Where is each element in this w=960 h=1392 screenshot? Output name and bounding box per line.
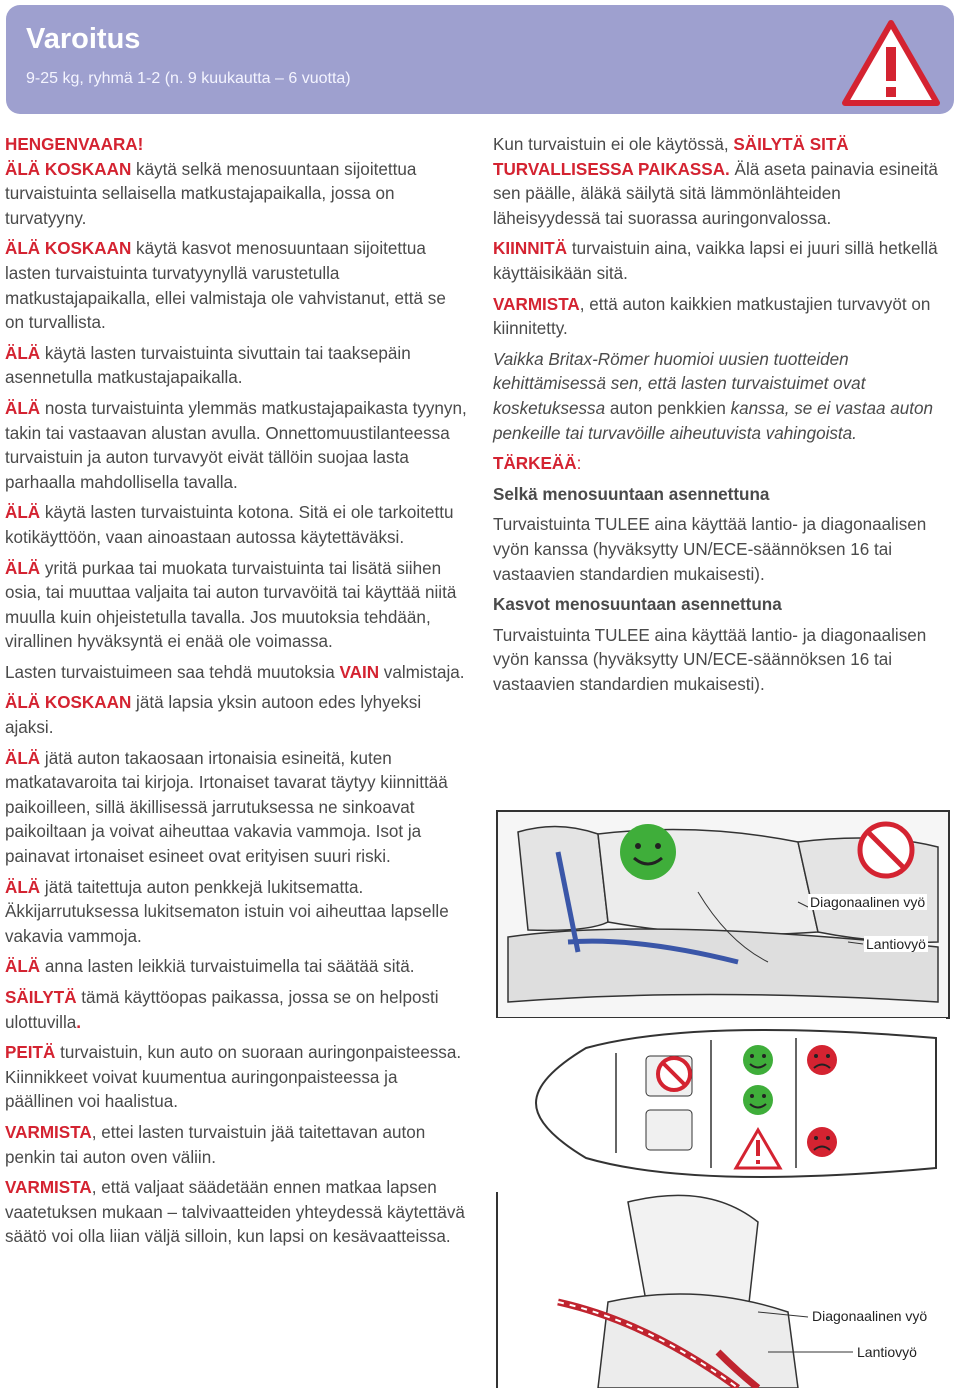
smiley-ok-icon	[743, 1085, 773, 1115]
paragraph: VARMISTA, että valjaat säädetään ennen matkaa lapsen vaatetuksen mukaan – talvivaatteiden yhteydessä käytettävä säätö voi olla liian väljä silloin, kun lapsi on kesävaatteissa.	[5, 1178, 465, 1247]
paragraph: Turvaistuinta TULEE aina käyttää lantio- ja diagonaalisen vyön kanssa (hyväksytty UN/ECE-säännöksen 16 tai vastaavien standardien mukaisesti).	[493, 515, 927, 584]
smiley-ok-icon	[743, 1045, 773, 1075]
paragraph: Turvaistuinta TULEE aina käyttää lantio- ja diagonaalisen vyön kanssa (hyväksytty UN/ECE-säännöksen 16 tai vastaavien standardien mukaisesti).	[493, 625, 927, 694]
important-label: TÄRKEÄÄ:	[493, 454, 582, 474]
lap-belt-label: Lantiovyö	[866, 936, 926, 952]
paragraph: Kun turvaistuin ei ole käytössä, SÄILYTÄ SITÄ TURVALLISESSA PAIKASSA. Älä aseta painavia esineitä sen päälle, äläkä säilytä sitä lämmönlähteiden läheisyydessä tai suorassa auringonvalossa.	[493, 135, 938, 228]
paragraph: ÄLÄ KOSKAAN käytä kasvot menosuuntaan sijoitettua lasten turvaistuinta turvatyynyllä varustetulla matkustajapaikalla, ellei valmistaja ole vahvistanut, että se on turvallista.	[5, 239, 446, 333]
child-seat-belt-routing-illustration	[496, 1192, 948, 1388]
smiley-not-ok-icon	[807, 1127, 837, 1157]
paragraph: Lasten turvaistuimeen saa tehdä muutoksia VAIN valmistaja.	[5, 662, 465, 682]
diagonal-belt-label: Diagonaalinen vyö	[812, 1308, 928, 1324]
seat-belt-illustration	[496, 810, 950, 1019]
warning-heading: HENGENVAARA!	[5, 135, 144, 154]
paragraph: ÄLÄ käytä lasten turvaistuinta sivuttain tai taaksepäin asennetulla matkustajapaikalla.	[5, 343, 411, 388]
page-title: Varoitus	[26, 23, 141, 55]
paragraph: ÄLÄ jätä auton takaosaan irtonaisia esineitä, kuten matkatavaroita tai kirjoja. Irtonaiset tavarat täytyy kiinnittää paikoilleen, sillä äkillisessä jarrutuksessa ne sinkoavat paikoiltaan ja voivat aiheuttaa vakavia vammoja. Isot ja painavat irtonaiset esineet ovat erityisen suuri riski.	[5, 748, 448, 867]
car-seat-positions-diagram	[496, 1018, 946, 1190]
paragraph: ÄLÄ jätä taitettuja auton penkkejä lukitsematta. Äkkijarrutuksessa lukitsematon istuin voi aiheuttaa lapselle vakavia vammoja.	[5, 877, 449, 946]
right-column	[493, 133, 945, 703]
paragraph: VARMISTA, että auton kaikkien matkustajien turvavyöt on kiinnitetty.	[493, 294, 931, 339]
left-column	[5, 133, 467, 1256]
lap-belt-label: Lantiovyö	[857, 1344, 917, 1360]
page-subtitle: 9-25 kg, ryhmä 1-2 (n. 9 kuukautta – 6 vuotta)	[26, 70, 351, 87]
paragraph: VARMISTA, ettei lasten turvaistuin jää taitettavan auton penkin tai auton oven väliin.	[5, 1122, 426, 1167]
paragraph: ÄLÄ KOSKAAN jätä lapsia yksin autoon edes lyhyeksi ajaksi.	[5, 693, 422, 738]
car-top-view-drawing	[496, 1018, 946, 1190]
paragraph: ÄLÄ KOSKAAN käytä selkä menosuuntaan sijoitettua turvaistuinta sellaisella matkustajapaikalla, jossa on turvatyyny.	[5, 159, 417, 228]
smiley-ok-icon	[620, 824, 676, 880]
paragraph: PEITÄ turvaistuin, kun auto on suoraan auringonpaisteessa. Kiinnikkeet voivat kuumentua auringonpaisteessa ja päällinen voi haalistua.	[5, 1043, 462, 1112]
section-heading: Selkä menosuuntaan asennettuna	[493, 484, 770, 504]
page-header	[6, 5, 954, 114]
paragraph: ÄLÄ anna lasten leikkiä turvaistuimella tai säätää sitä.	[5, 957, 415, 977]
smiley-not-ok-icon	[807, 1045, 837, 1075]
warning-triangle-icon	[842, 19, 940, 107]
paragraph: ÄLÄ yritä purkaa tai muokata turvaistuinta tai lisätä siihen osia, tai muuttaa valjaita tai auton turvavöitä tai käyttää niitä muulla kuin ohjeistetulla tavalla. Jos muutoksia tehdään, virallinen hyväksyntä ei enää ole voimassa.	[5, 558, 457, 652]
paragraph: SÄILYTÄ tämä käyttöopas paikassa, jossa se on helposti ulottuvilla.	[5, 988, 439, 1032]
paragraph: ÄLÄ nosta turvaistuinta ylemmäs matkustajapaikasta tyynyn, takin tai vastaavan alustan avulla. Onnettomuustilanteessa turvaistuin ja auton turvavyöt eivät tällöin suojaa lasta parhaalla mahdollisella tavalla.	[5, 398, 467, 492]
disclaimer: Vaikka Britax-Römer huomioi uusien tuotteiden kehittämisessä sen, että lasten turvaistuimet ovat kosketuksessa auton penkkien kanssa, se ei vastaa auton penkeille tai turvavöille aiheutuvista vahingoista.	[493, 349, 933, 443]
rear-seat-drawing	[498, 812, 948, 1017]
section-heading: Kasvot menosuuntaan asennettuna	[493, 595, 782, 615]
paragraph: ÄLÄ käytä lasten turvaistuinta kotona. Sitä ei ole tarkoitettu kotikäyttöön, vaan ainoastaan autossa käytettäväksi.	[5, 503, 454, 547]
diagonal-belt-label: Diagonaalinen vyö	[810, 894, 926, 910]
paragraph: KIINNITÄ turvaistuin aina, vaikka lapsi ei juuri sillä hetkellä käyttäisikään sitä.	[493, 239, 938, 283]
